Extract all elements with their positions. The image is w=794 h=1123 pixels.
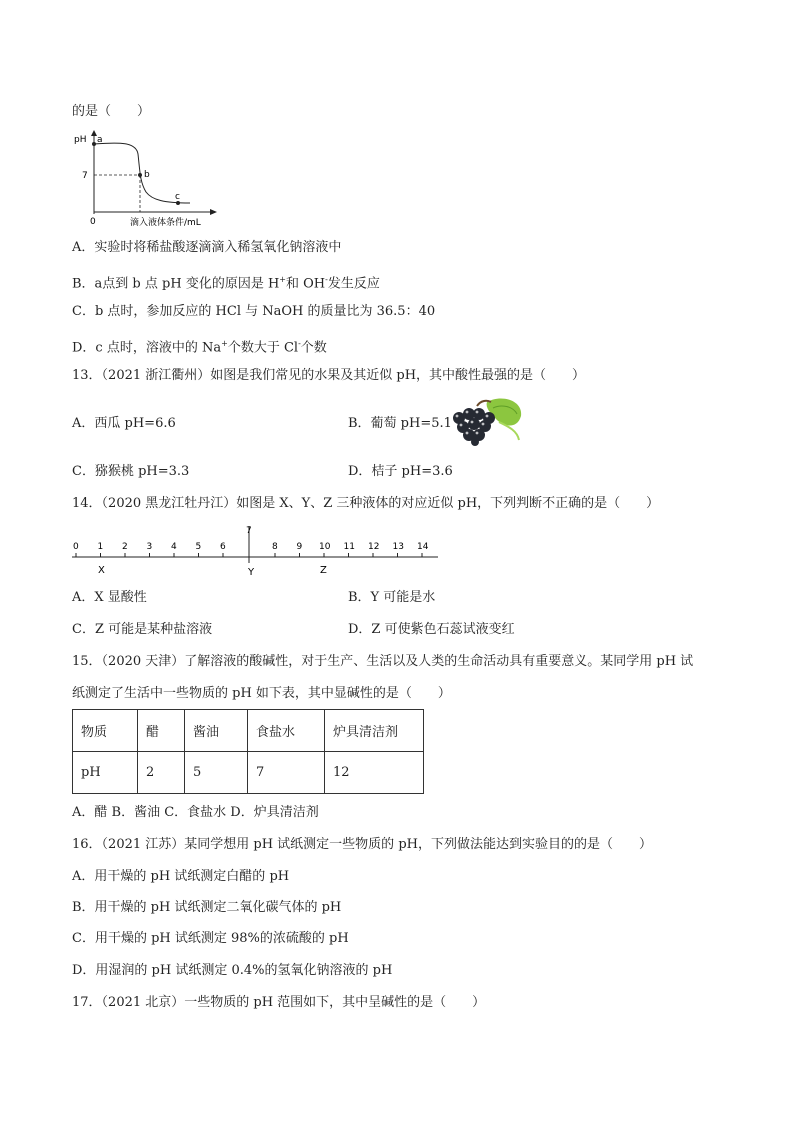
scale-tick-label: 0 (73, 542, 79, 552)
table-cell: 5 (185, 752, 248, 794)
q15-ph-table (72, 709, 424, 794)
table-row (73, 752, 424, 794)
q12-option-a: A．实验时将稀盐酸逐滴滴入稀氢氧化钠溶液中 (72, 240, 342, 255)
scale-tick-label: 2 (122, 542, 128, 552)
table-cell: pH (73, 752, 138, 794)
scale-tick-label: 8 (272, 542, 278, 552)
q14-option-b: B．Y 可能是水 (348, 590, 436, 605)
q15-stem-line2: 纸测定了生活中一些物质的 pH 如下表，其中显碱性的是（ ） (72, 686, 451, 701)
table-cell: 食盐水 (248, 710, 325, 752)
table-cell: 7 (248, 752, 325, 794)
chart-point-b: b (144, 170, 150, 180)
chart-point-a: a (97, 135, 103, 145)
q13-option-c: C．猕猴桃 pH=3.3 (72, 464, 190, 479)
table-cell: 物质 (73, 710, 138, 752)
q14-option-d: D．Z 可使紫色石蕊试液变红 (348, 622, 515, 637)
scale-tick-label: 14 (417, 542, 429, 552)
q14-option-a: A．X 显酸性 (72, 590, 147, 605)
chart-ylabel: pH (74, 135, 87, 145)
chart-origin: 0 (90, 217, 96, 227)
scale-tick-label: 1 (97, 542, 104, 552)
table-cell: 酱油 (185, 710, 248, 752)
scale-tick-label: 11 (343, 542, 355, 552)
q13-option-d: D．桔子 pH=3.6 (348, 464, 453, 479)
q12-option-b: B．a点到 b 点 pH 变化的原因是 H+和 OH-发生反应 (72, 275, 380, 292)
q14-ph-scale (68, 522, 448, 578)
q14-stem: 14．（2020 黑龙江牡丹江）如图是 X、Y、Z 三种液体的对应近似 pH，下列判断不正确的是（ ） (72, 496, 660, 511)
scale-tick-label: 12 (368, 542, 380, 552)
q16-option-d: D．用湿润的 pH 试纸测定 0.4%的氢氧化钠溶液的 pH (72, 963, 393, 978)
q15-stem-line1: 15．（2020 天津）了解溶液的酸碱性，对于生产、生活以及人类的生命活动具有重要意义。某同学用 pH 试 (72, 654, 694, 669)
chart-xlabel: 滴入液体条件/mL (130, 218, 201, 228)
scale-tick-label: 6 (220, 542, 226, 552)
q13-stem: 13．（2021 浙江衢州）如图是我们常见的水果及其近似 pH，其中酸性最强的是（ ） (72, 368, 586, 383)
q12-ph-curve-chart (72, 128, 222, 228)
q12-stem-tail: 的是（ ） (72, 104, 151, 119)
table-cell: 2 (138, 752, 185, 794)
table-cell: 醋 (138, 710, 185, 752)
chart-y7: 7 (82, 171, 88, 181)
q16-option-b: B．用干燥的 pH 试纸测定二氧化碳气体的 pH (72, 900, 342, 915)
table-cell: 12 (325, 752, 424, 794)
scale-tick-label: 10 (319, 542, 331, 552)
q15-options: A．醋 B．酱油 C．食盐水 D．炉具清洁剂 (72, 805, 319, 820)
table-cell: 炉具清洁剂 (325, 710, 424, 752)
q17-stem: 17．（2021 北京）一些物质的 pH 范围如下，其中呈碱性的是（ ） (72, 995, 486, 1010)
scale-x-label: X (98, 565, 105, 576)
q12-option-d: D．c 点时，溶液中的 Na+个数大于 Cl-个数 (72, 339, 327, 356)
q14-option-c: C．Z 可能是某种盐溶液 (72, 622, 213, 637)
scale-z-label: Z (320, 565, 327, 576)
q13-option-b: B．葡萄 pH=5.1 (348, 416, 452, 431)
scale-tick-label: 9 (296, 542, 303, 552)
chart-point-c: c (175, 192, 180, 202)
q16-option-c: C．用干燥的 pH 试纸测定 98%的浓硫酸的 pH (72, 931, 349, 946)
scale-tick-label: 13 (392, 542, 404, 552)
q13-option-a: A．西瓜 pH=6.6 (72, 416, 176, 431)
table-row-header (73, 710, 424, 752)
scale-tick-label: 3 (146, 542, 153, 552)
grape-image (447, 396, 525, 446)
q12-option-c: C．b 点时，参加反应的 HCl 与 NaOH 的质量比为 36.5：40 (72, 304, 436, 319)
q16-option-a: A．用干燥的 pH 试纸测定白醋的 pH (72, 869, 290, 884)
scale-tick-label: 5 (195, 542, 202, 552)
scale-tick-label: 7 (246, 526, 252, 536)
scale-tick-label: 4 (171, 542, 177, 552)
scale-y-label: Y (248, 567, 255, 578)
q16-stem: 16．（2021 江苏）某同学想用 pH 试纸测定一些物质的 pH，下列做法能达到实验目的的是（ ） (72, 837, 652, 852)
